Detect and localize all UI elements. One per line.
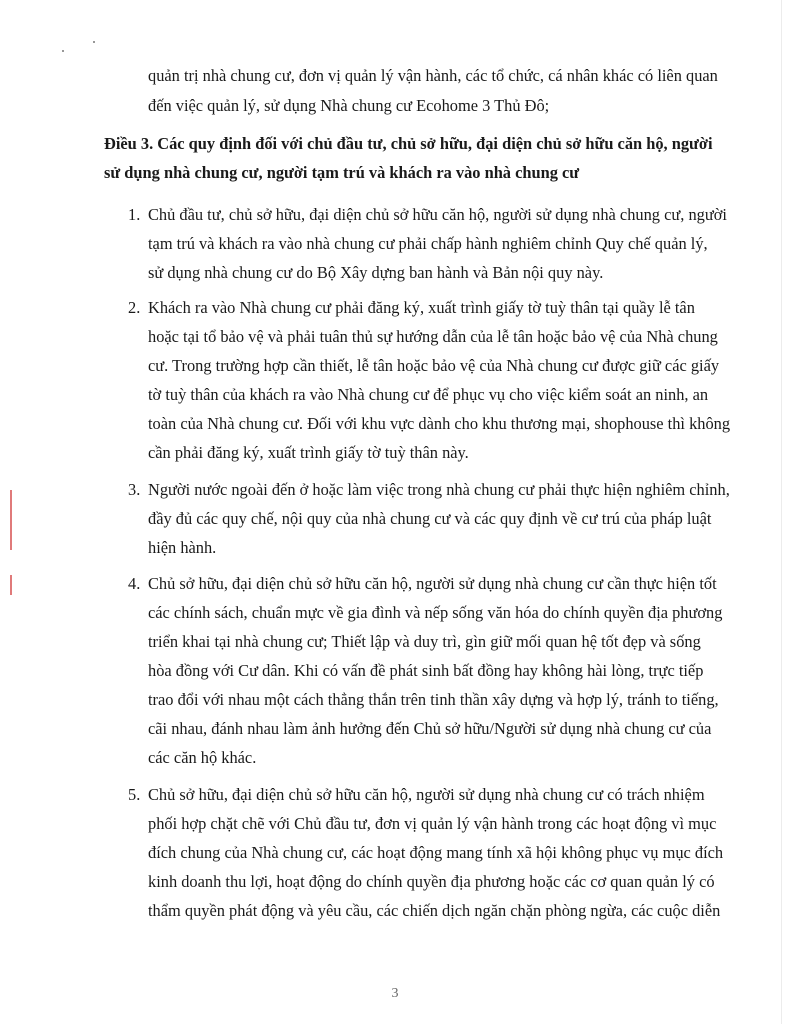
item-line: Người nước ngoài đến ở hoặc làm việc trong nhà chung cư phải thực hiện nghiêm chỉnh,: [148, 480, 730, 499]
item-line: trao đổi với nhau một cách thẳng thắn trên tinh thần xây dựng và hợp lý, tránh to tiếng,: [148, 690, 719, 709]
item-line: kinh doanh thu lợi, hoạt động do chính quyền địa phương hoặc các cơ quan quản lý có: [148, 872, 715, 891]
article-heading: Điều 3. Các quy định đối với chủ đầu tư, chủ sở hữu, đại diện chủ sở hữu căn hộ, người: [104, 134, 713, 153]
item-line: Chủ sở hữu, đại diện chủ sở hữu căn hộ, người sử dụng nhà chung cư cần thực hiện tốt: [148, 574, 717, 593]
item-line: cư. Trong trường hợp cần thiết, lễ tân hoặc bảo vệ của Nhà chung cư được giữ các giấy: [148, 356, 720, 375]
scan-speck: [62, 50, 64, 52]
item-line: các căn hộ khác.: [148, 748, 257, 767]
item-number: 1.: [128, 205, 141, 224]
item-line: toàn của Nhà chung cư. Đối với khu vực dành cho khu thương mại, shophouse thì không: [148, 414, 731, 433]
item-line: hiện hành.: [148, 538, 217, 557]
item-line: Chủ sở hữu, đại diện chủ sở hữu căn hộ, người sử dụng nhà chung cư có trách nhiệm: [148, 785, 705, 804]
item-line: Chủ đầu tư, chủ sở hữu, đại diện chủ sở hữu căn hộ, người sử dụng nhà chung cư, người: [148, 205, 727, 224]
item-line: triển khai tại nhà chung cư; Thiết lập và duy trì, gìn giữ mối quan hệ tốt đẹp và sống: [148, 632, 701, 651]
item-line: tạm trú và khách ra vào nhà chung cư phải chấp hành nghiêm chỉnh Quy chế quản lý,: [148, 234, 708, 253]
item-line: các chính sách, chuẩn mực về gia đình và nếp sống văn hóa do chính quyền địa phương: [148, 603, 723, 622]
item-line: cãi nhau, đánh nhau làm ảnh hưởng đến Chủ sở hữu/Người sử dụng nhà chung cư của: [148, 719, 712, 738]
item-line: tờ tuỳ thân của khách ra vào Nhà chung cư để phục vụ cho việc kiểm soát an ninh, an: [148, 385, 709, 404]
item-number: 4.: [128, 574, 141, 593]
item-line: hòa đồng với Cư dân. Khi có vấn đề phát sinh bất đồng hay không hài lòng, trực tiếp: [148, 661, 704, 680]
item-number: 3.: [128, 480, 141, 499]
item-number: 5.: [128, 785, 141, 804]
item-line: thẩm quyền phát động và yêu cầu, các chiến dịch ngăn chặn phòng ngừa, các cuộc diễn: [148, 901, 721, 920]
page-edge: [781, 0, 782, 1024]
scan-edge-mark: [10, 575, 12, 595]
item-line: phối hợp chặt chẽ với Chủ đầu tư, đơn vị quản lý vận hành trong các hoạt động vì mục: [148, 814, 717, 833]
item-line: hoặc tại tổ bảo vệ và phải tuân thủ sự hướng dẫn của lễ tân hoặc bảo vệ của Nhà chung: [148, 327, 718, 346]
item-number: 2.: [128, 298, 141, 317]
item-line: Khách ra vào Nhà chung cư phải đăng ký, xuất trình giấy tờ tuỳ thân tại quầy lễ tân: [148, 298, 695, 317]
intro-line: quản trị nhà chung cư, đơn vị quản lý vận hành, các tổ chức, cá nhân khác có liên quan: [148, 66, 718, 85]
article-heading: sử dụng nhà chung cư, người tạm trú và khách ra vào nhà chung cư: [104, 163, 580, 182]
item-line: sử dụng nhà chung cư do Bộ Xây dựng ban hành và Bản nội quy này.: [148, 263, 604, 282]
item-line: đích chung của Nhà chung cư, các hoạt động mang tính xã hội không phục vụ mục đích: [148, 843, 724, 862]
intro-line: đến việc quản lý, sử dụng Nhà chung cư Ecohome 3 Thủ Đô;: [148, 96, 550, 115]
item-line: cần phải đăng ký, xuất trình giấy tờ tuỳ thân này.: [148, 443, 469, 462]
scan-speck: [93, 41, 95, 43]
item-line: đầy đủ các quy chế, nội quy của nhà chung cư và các quy định về cư trú của pháp luật: [148, 509, 712, 528]
scan-edge-mark: [10, 490, 12, 550]
page-number: 3: [391, 986, 399, 1001]
